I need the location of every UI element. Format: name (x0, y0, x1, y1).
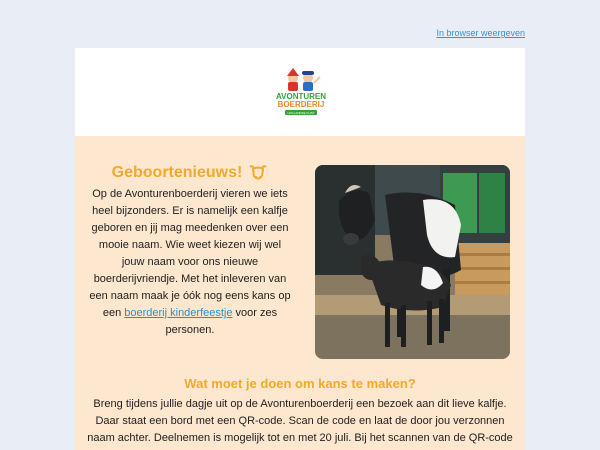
section2-heading: Wat moet je doen om kans te maken? (184, 376, 416, 391)
kinderfeestje-link[interactable]: boerderij kinderfeestje (124, 307, 233, 319)
intro-block (87, 164, 293, 339)
svg-text:BOERDERIJ: BOERDERIJ (277, 100, 325, 109)
calf-photo (315, 165, 510, 359)
email-content (75, 136, 525, 450)
intro-heading (87, 164, 293, 182)
avonturenboerderij-logo[interactable] (271, 68, 331, 116)
intro-text: Op de Avonturenboerderij vieren we iets heel bijzonders. Er is namelijk een kalfje geboren en jij mag meedenken over een mooie naam. Wie weet kiezen wij wel jouw naam voor ons nieuwe boerderijvriendje. Met het inleveren van een naam maak je óók nog eens kans op een boerderij kinderfeestje voor zes personen. (89, 188, 291, 336)
svg-text:AVONTUREN: AVONTUREN (275, 92, 327, 101)
intro-title: Geboortenieuws! (111, 164, 243, 181)
svg-text:HOLLANDSE KUST: HOLLANDSE KUST (287, 111, 315, 115)
email-topbar (75, 22, 525, 48)
view-in-browser-link[interactable]: In browser weergeven (436, 28, 525, 38)
section2-text: Breng tijdens jullie dagje uit op de Avonturenboerderij een bezoek aan dit lieve kalfje. Daar staat een bord met een QR-code. Scan de code en laat de door jou verzonnen naam achter. Deelnemen is mogelijk tot en met 20 juli. Bij het scannen van de QR-code (87, 398, 513, 444)
email-card (75, 48, 525, 450)
kids-characters-icon (287, 68, 320, 91)
email-header (75, 48, 525, 136)
cow-head-icon (248, 164, 268, 182)
